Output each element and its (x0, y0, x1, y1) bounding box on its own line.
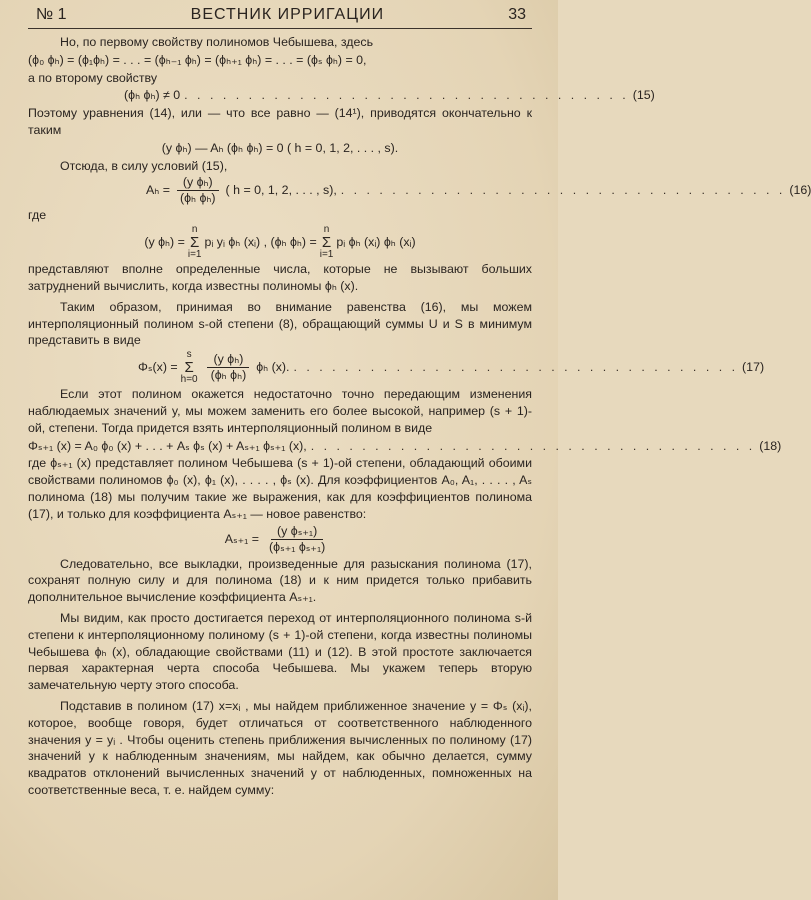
paragraph: где (28, 208, 47, 223)
equation-number: (16) (789, 183, 811, 198)
journal-title: ВЕСТНИК ИРРИГАЦИИ (190, 6, 385, 23)
issue-number: № 1 (36, 6, 67, 23)
sum-symbol: n Σ i=1 (319, 224, 334, 261)
paragraph: представляют вполне определенные числа, которые не вызывают больших затруднений вычислить, когда известны полиномы ϕₕ (x). (28, 262, 532, 293)
paragraph: Подставив в полином (17) x=xᵢ , мы найдем приближенное значение y = Φₛ (xᵢ), которое, вообще говоря, будет отличаться от соответственного наблюденного значения y = yᵢ . Чтобы оценить степень приближения вычисленных по полиному (17) значений y к наблюденным значениям, мы найдем, как обычно делается, сумму квадратов отклонений вычисленных значений y от наблюденных, помноженных на соответственные веса, т. е. найдем сумму: (28, 698, 532, 797)
fraction: $\frac{\text{(y ϕₛ₊₁)}}{\text{(ϕₛ₊₁ ϕₛ₊₁)}}$ (269, 523, 326, 554)
paragraph: Поэтому уравнения (14), или — что все равно — (14¹), приводятся окончательно к таким (28, 106, 532, 137)
paragraph: Следовательно, все выкладки, произведенные для разыскания полинома (17), сохранят полную силу и для полинома (18) и к ним придется только прибавить дополнительное вычисление коэффициента Aₛ₊₁. (28, 556, 532, 605)
equation-17: Φₛ(x) = s Σ h=0 $\frac{\text{(y ϕₕ)}}{\text{(ϕₕ ϕₕ)}}$ ϕₕ (x). . . . . . . . . . . . . . . . . . . . . . . . . . . . . . . . . . . . (17) (138, 349, 765, 386)
paragraph: а по второму свойству (28, 70, 158, 85)
equation: (ϕ₀ ϕₕ) = (ϕ₁ϕₕ) = . . . = (ϕₕ₋₁ ϕₕ) = (ϕₕ₊₁ ϕₕ) = . . . = (ϕₛ ϕₕ) = 0, (28, 52, 367, 67)
equation: Aₛ₊₁ = $\frac{\text{(y ϕₛ₊₁)}}{\text{(ϕₛ₊₁ ϕₛ₊₁)}}$ (28, 524, 532, 555)
equation-18: Φₛ₊₁ (x) = A₀ ϕ₀ (x) + . . . + Aₛ ϕₛ (x) + Aₛ₊₁ ϕₛ₊₁ (x), . . . . . . . . . . . . . . . . . . . . . . . . . . . . . . . . . . . (18) (28, 438, 782, 453)
paragraph: Таким образом, принимая во внимание равенства (16), мы можем интерполяционный полином s-ой степени (8), обращающий суммы U и S в минимум представить в виде (28, 299, 532, 348)
paragraph: Мы видим, как просто достигается переход от интерполяционного полинома s-й степени к интерполяционному полиному (s + 1)-ой степени, когда известны полиномы Чебышева ϕₕ (x), обладающие свойствами (11) и (12). В этой простоте заключается первая характерная черта способа Чебышева. Мы укажем теперь вторую замечательную черту этого способа. (28, 610, 532, 693)
sum-symbol: n Σ i=1 (187, 224, 202, 261)
paragraph: где ϕₛ₊₁ (x) представляет полином Чебышева (s + 1)-ой степени, обладающий обоими свойствами полиномов ϕ₀ (x), ϕ₁ (x), . . . . , ϕₛ (x). Для коэффициентов A₀, A₁, . . . . , Aₛ полинома (18) мы получим такие же выражения, как для коэффициентов полинома (17), и только для коэффициента Aₛ₊₁ — новое равенство: (28, 456, 532, 521)
page-number: 33 (508, 6, 526, 23)
equation-number: (17) (742, 360, 765, 375)
equation-16: Aₕ = $\frac{\text{(y ϕₕ)}}{\text{(ϕₕ ϕₕ)}}$ ( h = 0, 1, 2, . . . , s), . . . . . . . . . . . . . . . . . . . . . . . . . . . . . . . . . . . (16) (146, 175, 811, 206)
sum-symbol: s Σ h=0 (180, 349, 198, 386)
paragraph: Но, по первому свойству полиномов Чебышева, здесь (60, 35, 374, 49)
paragraph: Отсюда, в силу условий (15), (60, 158, 228, 173)
equation-15: (ϕₕ ϕₕ) ≠ 0 . . . . . . . . . . . . . . . . . . . . . . . . . . . . . . . . . . . (15) (124, 88, 655, 103)
fraction: $\frac{\text{(y ϕₕ)}}{\text{(ϕₕ ϕₕ)}}$ (205, 352, 253, 383)
equation: (y ϕₕ) = n Σ i=1 pᵢ yᵢ ϕₕ (xᵢ) , (ϕₕ ϕₕ) = n Σ i=1 pᵢ ϕₕ (xᵢ) ϕₕ (xᵢ) (144, 224, 416, 261)
fraction: $\frac{\text{(y ϕₕ)}}{\text{(ϕₕ ϕₕ)}}$ (174, 175, 222, 206)
equation-number: (15) (632, 88, 655, 103)
body-text (28, 34, 811, 799)
page-header (28, 6, 532, 29)
equation: (y ϕₕ) — Aₕ (ϕₕ ϕₕ) = 0 ( h = 0, 1, 2, . . . , s). (161, 140, 399, 155)
equation-number: (18) (759, 438, 782, 453)
paragraph: Если этот полином окажется недостаточно точно передающим изменения наблюдаемых значений y, мы можем заменить его более высокой, например (s + 1)-ой, степени. Тогда придется взять интерполяционный полином в виде (28, 387, 532, 435)
